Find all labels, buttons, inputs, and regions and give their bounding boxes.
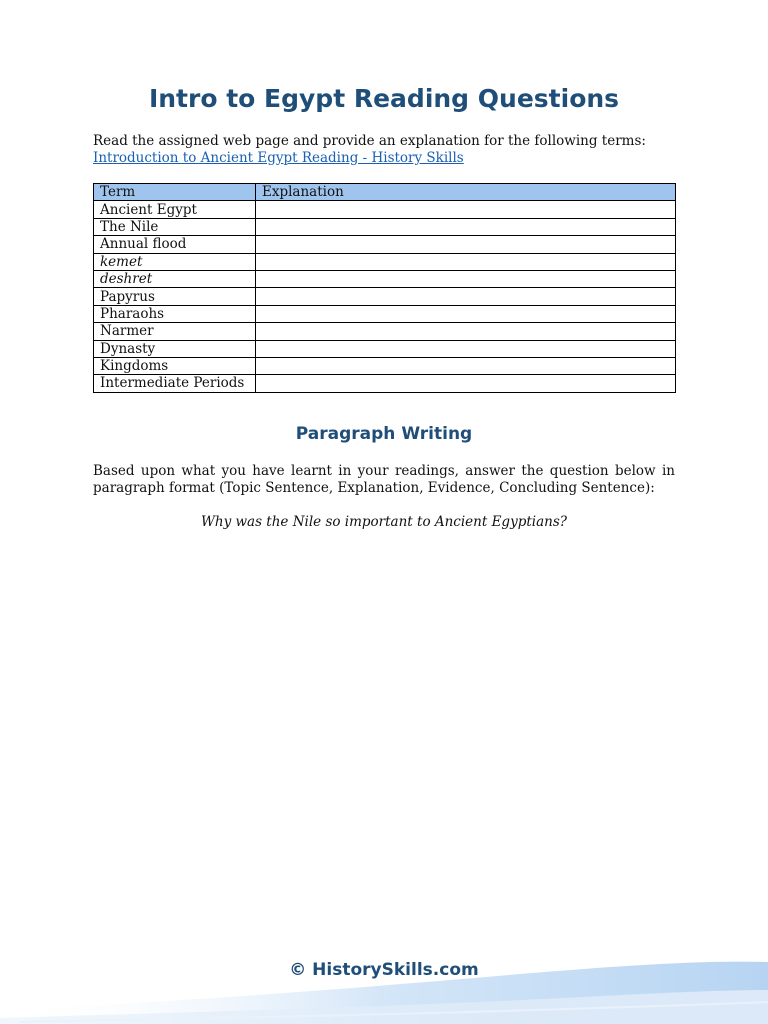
explanation-cell[interactable] xyxy=(256,357,676,374)
term-cell: Annual flood xyxy=(94,236,256,253)
explanation-cell[interactable] xyxy=(256,253,676,270)
table-row xyxy=(94,236,676,253)
table-row xyxy=(94,323,676,340)
section-heading: Paragraph Writing xyxy=(295,424,473,444)
header-explanation: Explanation xyxy=(256,184,676,201)
explanation-cell[interactable] xyxy=(256,236,676,253)
term-cell: deshret xyxy=(94,270,256,287)
essay-question: Why was the Nile so important to Ancient Egyptians? xyxy=(201,514,567,530)
table-row xyxy=(94,305,676,322)
table-row xyxy=(94,253,676,270)
term-cell: Papyrus xyxy=(94,288,256,305)
paragraph-instructions: Based upon what you have learnt in your readings, answer the question below in paragraph format (Topic Sentence, Explanation, Evidence, Concluding Sentence): xyxy=(93,463,675,496)
intro-block xyxy=(93,133,683,167)
term-cell: Pharaohs xyxy=(94,305,256,322)
term-cell: Kingdoms xyxy=(94,357,256,374)
term-cell: Dynasty xyxy=(94,340,256,357)
explanation-cell[interactable] xyxy=(256,305,676,322)
term-cell: kemet xyxy=(94,253,256,270)
explanation-cell[interactable] xyxy=(256,201,676,218)
header-term: Term xyxy=(94,184,256,201)
table-row xyxy=(94,218,676,235)
table-header-row xyxy=(94,184,676,201)
explanation-cell[interactable] xyxy=(256,375,676,392)
explanation-cell[interactable] xyxy=(256,218,676,235)
explanation-cell[interactable] xyxy=(256,323,676,340)
page-title: Intro to Egypt Reading Questions xyxy=(148,84,620,113)
reading-link[interactable]: Introduction to Ancient Egypt Reading - History Skills xyxy=(93,150,464,166)
table-row xyxy=(94,357,676,374)
term-cell: Ancient Egypt xyxy=(94,201,256,218)
term-cell: The Nile xyxy=(94,218,256,235)
footer-copyright: © HistorySkills.com xyxy=(289,960,479,980)
footer-wave-decoration xyxy=(0,940,768,1024)
table-row xyxy=(94,340,676,357)
term-cell: Intermediate Periods xyxy=(94,375,256,392)
explanation-cell[interactable] xyxy=(256,270,676,287)
term-cell: Narmer xyxy=(94,323,256,340)
table-row xyxy=(94,201,676,218)
table-row xyxy=(94,375,676,392)
explanation-cell[interactable] xyxy=(256,288,676,305)
intro-text: Read the assigned web page and provide an explanation for the following terms: xyxy=(93,133,646,149)
explanation-cell[interactable] xyxy=(256,340,676,357)
table-row xyxy=(94,288,676,305)
terms-table xyxy=(93,183,676,393)
table-row xyxy=(94,270,676,287)
